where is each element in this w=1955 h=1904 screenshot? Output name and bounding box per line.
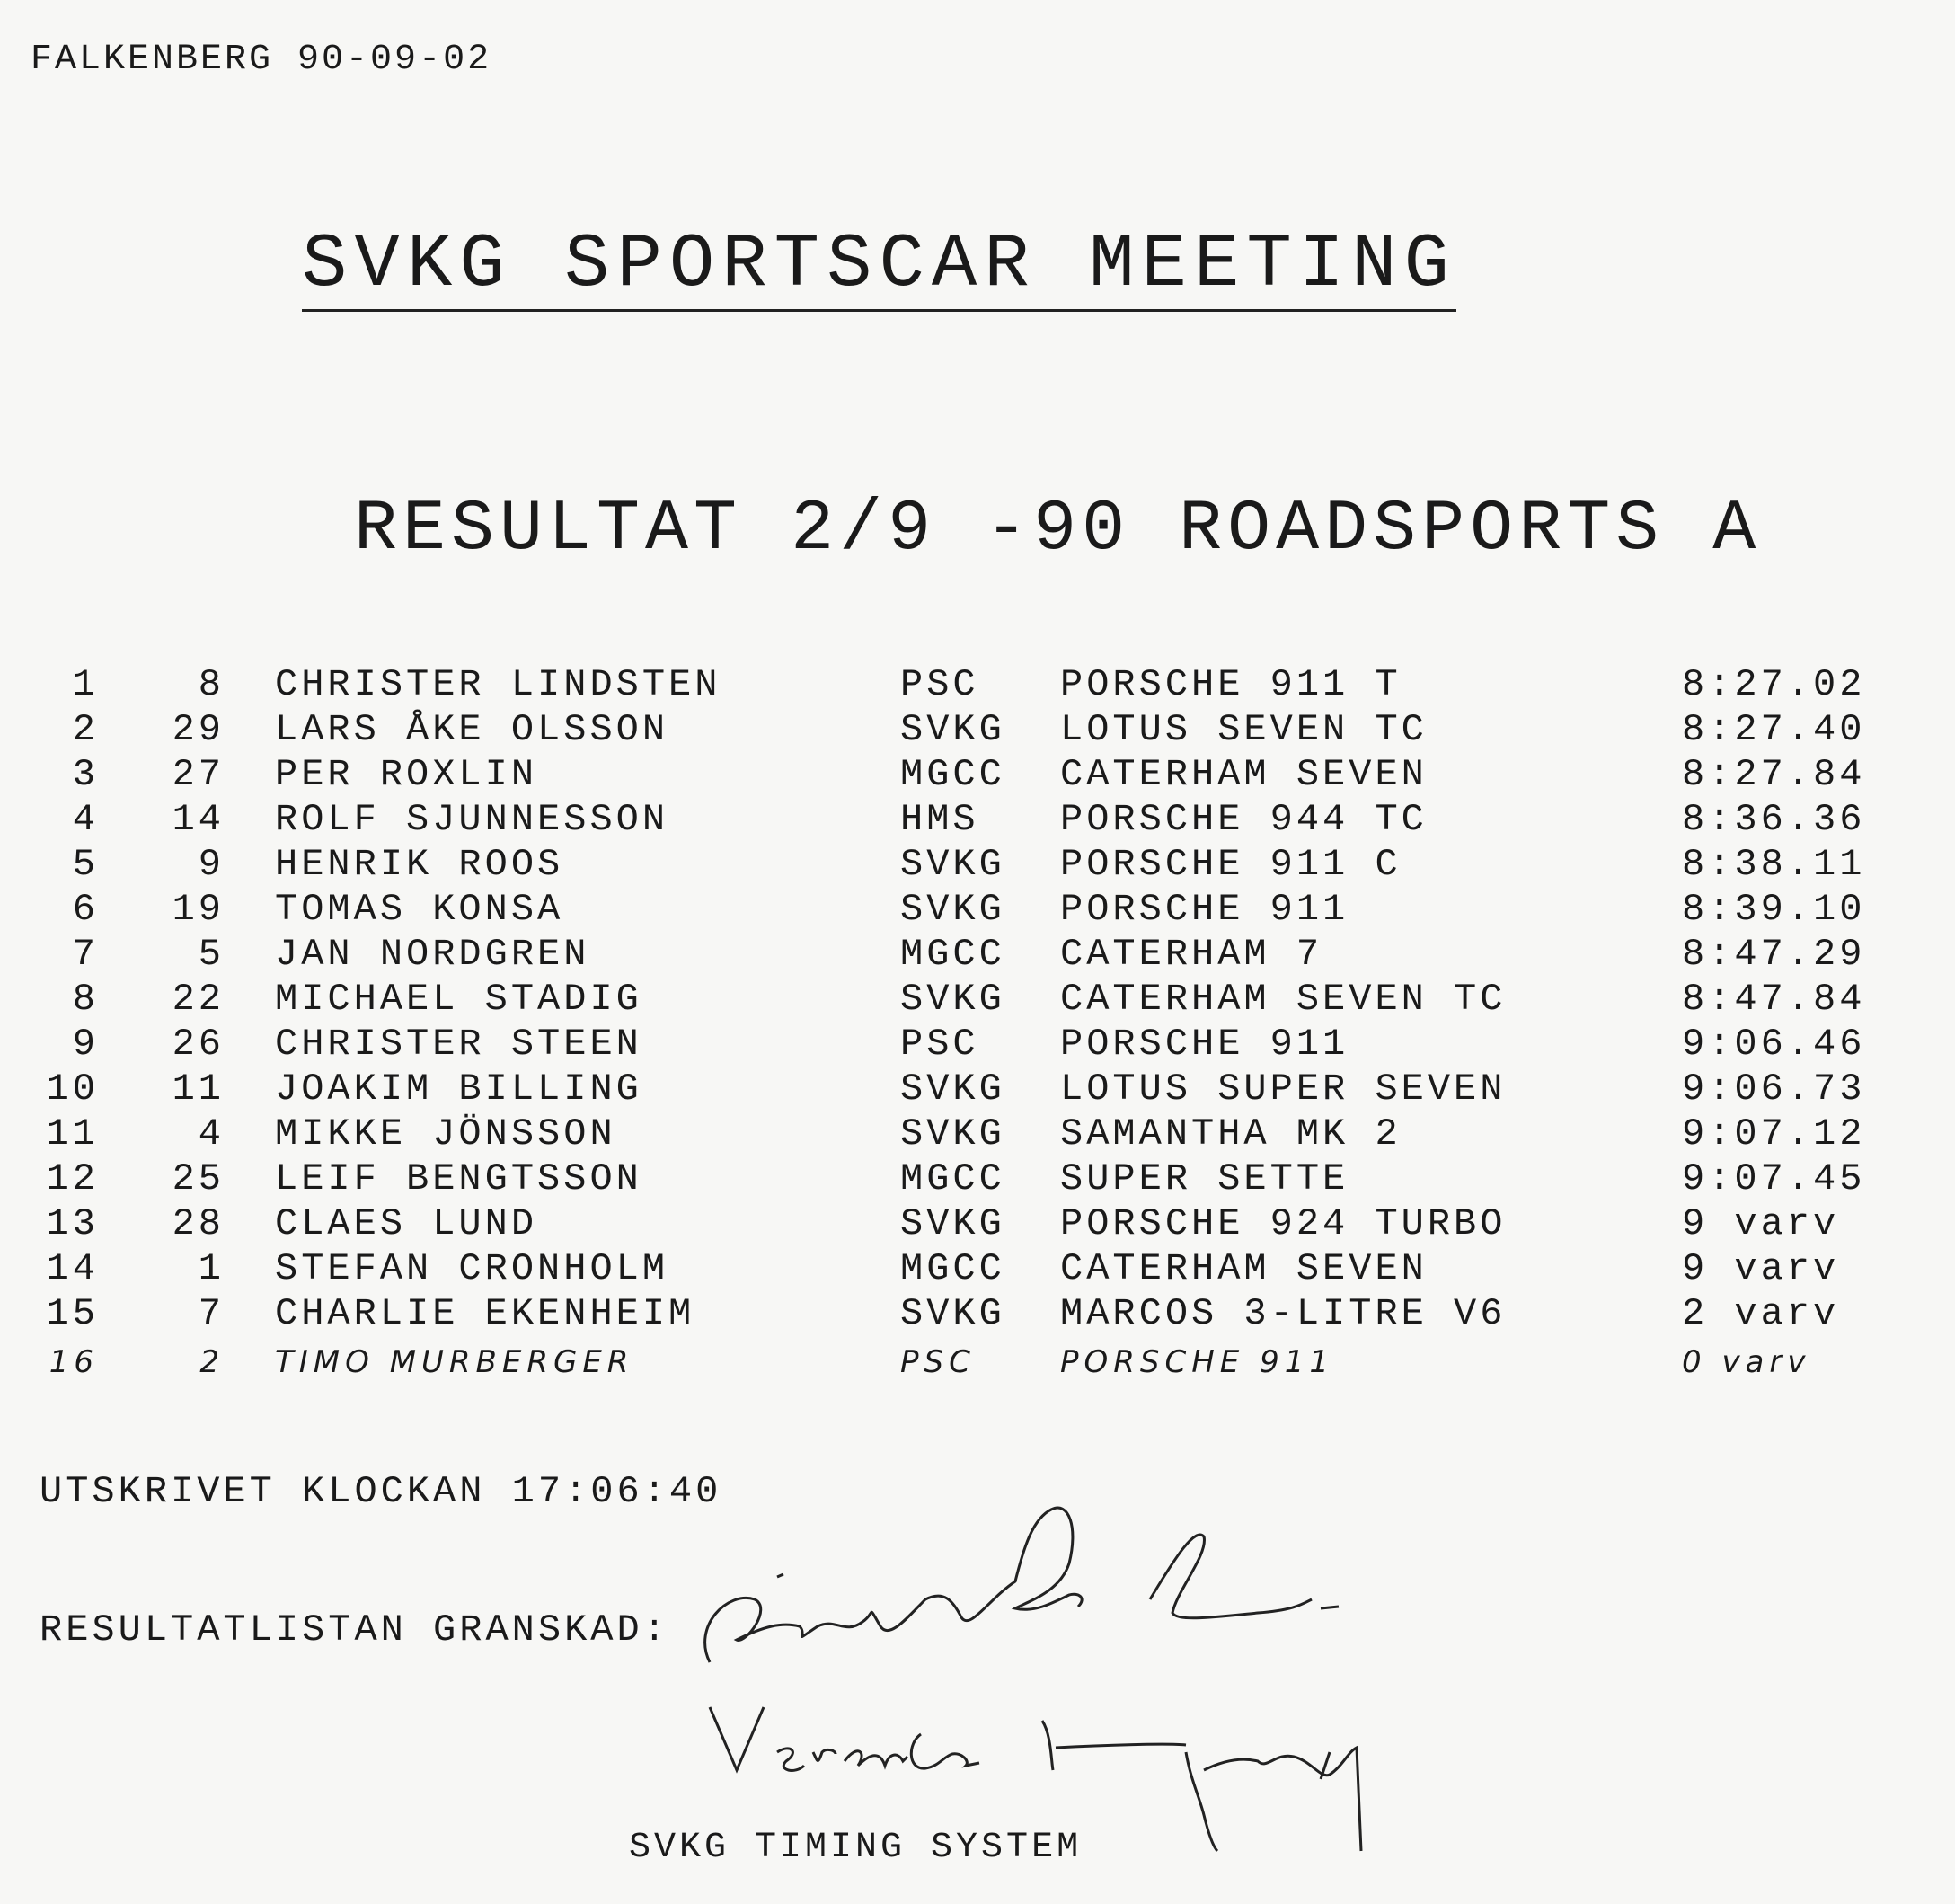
location-date: FALKENBERG 90-09-02 [31,40,492,80]
result-time: 8:39.10 [1682,888,1866,931]
driver-name: JOAKIM BILLING [275,1067,642,1111]
results-table [0,663,1955,1382]
driver-name: CHARLIE EKENHEIM [275,1292,695,1335]
car-model: PORSCHE 944 TC [1060,798,1428,841]
result-position: 4 [72,798,99,841]
result-time: 8:47.29 [1682,933,1866,976]
car-number: 7 [198,1292,225,1335]
result-row [0,843,1955,888]
car-model: CATERHAM SEVEN [1060,753,1428,796]
club-name: PSC [900,1023,979,1066]
result-time: 8:27.84 [1682,753,1866,796]
result-position: 5 [72,843,99,886]
driver-name: CLAES LUND [275,1202,538,1245]
result-position: 8 [72,978,99,1021]
car-number: 11 [172,1067,225,1111]
result-row [0,753,1955,798]
club-name: SVKG [900,708,1005,751]
car-number: 22 [172,978,225,1021]
result-row [0,1292,1955,1337]
car-number: 2 [199,1344,225,1380]
car-number: 28 [172,1202,225,1245]
result-row [0,663,1955,708]
result-position: 16 [49,1344,99,1380]
result-position: 15 [46,1292,99,1335]
result-position: 13 [46,1202,99,1245]
club-name: PSC [900,663,979,706]
result-position: 3 [72,753,99,796]
driver-name: LARS ÅKE OLSSON [275,708,669,751]
result-position: 10 [46,1067,99,1111]
result-time: 8:47.84 [1682,978,1866,1021]
result-time: 0 varv [1682,1344,1811,1380]
timing-system-footer: SVKG TIMING SYSTEM [629,1828,1083,1868]
result-row [0,1247,1955,1292]
car-number: 5 [198,933,225,976]
club-name: SVKG [900,843,1005,886]
car-number: 14 [172,798,225,841]
car-model: CATERHAM 7 [1060,933,1323,976]
result-time: 8:27.40 [1682,708,1866,751]
club-name: MGCC [900,753,1005,796]
club-name: SVKG [900,1112,1005,1156]
result-time: 8:36.36 [1682,798,1866,841]
driver-name: CHRISTER STEEN [275,1023,642,1066]
signature-1 [674,1492,1572,1671]
driver-name: JAN NORDGREN [275,933,590,976]
car-number: 1 [198,1247,225,1290]
car-number: 8 [198,663,225,706]
club-name: MGCC [900,933,1005,976]
car-number: 9 [198,843,225,886]
car-number: 25 [172,1157,225,1200]
driver-name: TOMAS KONSA [275,888,564,931]
result-row [0,798,1955,843]
result-row [0,1337,1955,1382]
result-time: 9:07.12 [1682,1112,1866,1156]
club-name: HMS [900,798,979,841]
driver-name: MICHAEL STADIG [275,978,642,1021]
car-model: MARCOS 3-LITRE V6 [1060,1292,1507,1335]
car-number: 4 [198,1112,225,1156]
result-position: 7 [72,933,99,976]
result-position: 1 [72,663,99,706]
car-model: PORSCHE 911 T [1060,663,1402,706]
driver-name: ROLF SJUNNESSON [275,798,669,841]
result-position: 6 [72,888,99,931]
car-model: SAMANTHA MK 2 [1060,1112,1402,1156]
car-model: LOTUS SUPER SEVEN [1060,1067,1507,1111]
driver-name: PER ROXLIN [275,753,538,796]
result-position: 9 [72,1023,99,1066]
result-time: 9:06.46 [1682,1023,1866,1066]
club-name: SVKG [900,1067,1005,1111]
driver-name: LEIF BENGTSSON [275,1157,642,1200]
result-time: 8:27.02 [1682,663,1866,706]
car-model: CATERHAM SEVEN [1060,1247,1428,1290]
result-row [0,978,1955,1023]
car-model: SUPER SETTE [1060,1157,1349,1200]
reviewed-label: RESULTATLISTAN GRANSKAD: [40,1608,669,1652]
driver-name: TIMO MURBERGER [275,1344,634,1380]
result-row [0,1112,1955,1157]
result-row [0,1023,1955,1067]
driver-name: HENRIK ROOS [275,843,564,886]
result-position: 2 [72,708,99,751]
driver-name: CHRISTER LINDSTEN [275,663,721,706]
result-position: 11 [46,1112,99,1156]
car-number: 29 [172,708,225,751]
club-name: SVKG [900,978,1005,1021]
club-name: SVKG [900,888,1005,931]
car-model: PORSCHE 911 [1060,1344,1334,1380]
result-row [0,933,1955,978]
result-position: 12 [46,1157,99,1200]
car-model: LOTUS SEVEN TC [1060,708,1428,751]
car-model: PORSCHE 911 [1060,1023,1349,1066]
car-number: 19 [172,888,225,931]
club-name: SVKG [900,1292,1005,1335]
result-row [0,1157,1955,1202]
car-model: CATERHAM SEVEN TC [1060,978,1507,1021]
printed-timestamp: UTSKRIVET KLOCKAN 17:06:40 [40,1470,722,1513]
club-name: MGCC [900,1247,1005,1290]
results-subtitle: RESULTAT 2/9 -90 ROADSPORTS A [354,489,1762,571]
result-row [0,888,1955,933]
club-name: SVKG [900,1202,1005,1245]
document-title: SVKG SPORTSCAR MEETING [302,225,1456,312]
result-row [0,1202,1955,1247]
result-row [0,1067,1955,1112]
car-model: PORSCHE 911 [1060,888,1349,931]
result-position: 14 [46,1247,99,1290]
car-model: PORSCHE 924 TURBO [1060,1202,1507,1245]
car-number: 26 [172,1023,225,1066]
club-name: PSC [900,1344,976,1380]
result-time: 8:38.11 [1682,843,1866,886]
result-row [0,708,1955,753]
result-time: 9 varv [1682,1202,1840,1245]
driver-name: STEFAN CRONHOLM [275,1247,669,1290]
result-time: 2 varv [1682,1292,1840,1335]
result-time: 9:07.45 [1682,1157,1866,1200]
result-time: 9:06.73 [1682,1067,1866,1111]
car-number: 27 [172,753,225,796]
driver-name: MIKKE JÖNSSON [275,1112,616,1156]
club-name: MGCC [900,1157,1005,1200]
result-time: 9 varv [1682,1247,1840,1290]
car-model: PORSCHE 911 C [1060,843,1402,886]
